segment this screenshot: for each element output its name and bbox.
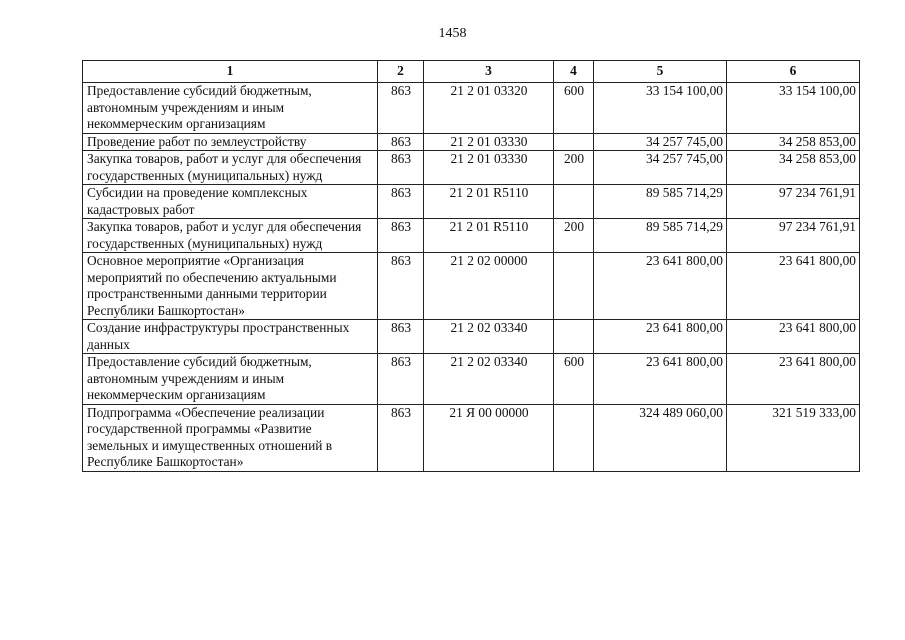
row-name: Предоставление субсидий бюджетным, автономным учреждениям и иным некоммерческим организациям bbox=[83, 83, 378, 134]
row-expense-type: 200 bbox=[554, 151, 594, 185]
row-ministry-code: 863 bbox=[378, 185, 424, 219]
row-expense-type bbox=[554, 253, 594, 320]
row-expense-type bbox=[554, 133, 594, 151]
row-sum-col6: 23 641 800,00 bbox=[727, 354, 860, 405]
table-row bbox=[83, 404, 860, 471]
row-name: Субсидии на проведение комплексных кадастровых работ bbox=[83, 185, 378, 219]
row-expense-type: 600 bbox=[554, 354, 594, 405]
table-row bbox=[83, 253, 860, 320]
row-sum-col6: 34 258 853,00 bbox=[727, 133, 860, 151]
table-row bbox=[83, 83, 860, 134]
row-expense-type bbox=[554, 185, 594, 219]
header-col-6: 6 bbox=[727, 61, 860, 83]
row-expense-type: 600 bbox=[554, 83, 594, 134]
row-name: Закупка товаров, работ и услуг для обеспечения государственных (муниципальных) нужд bbox=[83, 219, 378, 253]
row-target-code: 21 2 02 03340 bbox=[424, 354, 554, 405]
row-name: Закупка товаров, работ и услуг для обеспечения государственных (муниципальных) нужд bbox=[83, 151, 378, 185]
row-target-code: 21 2 01 R5110 bbox=[424, 185, 554, 219]
header-col-2: 2 bbox=[378, 61, 424, 83]
row-ministry-code: 863 bbox=[378, 133, 424, 151]
header-col-1: 1 bbox=[83, 61, 378, 83]
row-sum-col6: 34 258 853,00 bbox=[727, 151, 860, 185]
row-ministry-code: 863 bbox=[378, 219, 424, 253]
row-sum-col5: 324 489 060,00 bbox=[594, 404, 727, 471]
row-sum-col5: 89 585 714,29 bbox=[594, 219, 727, 253]
table-row bbox=[83, 133, 860, 151]
row-expense-type: 200 bbox=[554, 219, 594, 253]
row-target-code: 21 2 02 03340 bbox=[424, 320, 554, 354]
table-row bbox=[83, 151, 860, 185]
row-expense-type bbox=[554, 320, 594, 354]
row-sum-col5: 23 641 800,00 bbox=[594, 320, 727, 354]
row-ministry-code: 863 bbox=[378, 253, 424, 320]
row-sum-col6: 97 234 761,91 bbox=[727, 185, 860, 219]
row-expense-type bbox=[554, 404, 594, 471]
row-target-code: 21 2 01 R5110 bbox=[424, 219, 554, 253]
row-name: Создание инфраструктуры пространственных данных bbox=[83, 320, 378, 354]
header-col-3: 3 bbox=[424, 61, 554, 83]
row-target-code: 21 2 02 00000 bbox=[424, 253, 554, 320]
table-row bbox=[83, 219, 860, 253]
row-ministry-code: 863 bbox=[378, 151, 424, 185]
row-target-code: 21 2 01 03330 bbox=[424, 151, 554, 185]
header-col-4: 4 bbox=[554, 61, 594, 83]
row-sum-col5: 89 585 714,29 bbox=[594, 185, 727, 219]
row-ministry-code: 863 bbox=[378, 320, 424, 354]
row-sum-col6: 23 641 800,00 bbox=[727, 320, 860, 354]
row-name: Предоставление субсидий бюджетным, автономным учреждениям и иным некоммерческим организациям bbox=[83, 354, 378, 405]
budget-table bbox=[82, 60, 860, 472]
row-sum-col5: 34 257 745,00 bbox=[594, 133, 727, 151]
row-name: Проведение работ по землеустройству bbox=[83, 133, 378, 151]
row-sum-col5: 34 257 745,00 bbox=[594, 151, 727, 185]
row-sum-col5: 33 154 100,00 bbox=[594, 83, 727, 134]
row-target-code: 21 2 01 03320 bbox=[424, 83, 554, 134]
table-header-row bbox=[83, 61, 860, 83]
row-target-code: 21 2 01 03330 bbox=[424, 133, 554, 151]
row-ministry-code: 863 bbox=[378, 354, 424, 405]
row-sum-col6: 97 234 761,91 bbox=[727, 219, 860, 253]
row-ministry-code: 863 bbox=[378, 83, 424, 134]
row-name: Основное мероприятие «Организация мероприятий по обеспечению актуальными пространственными данными территории Республики Башкортостан» bbox=[83, 253, 378, 320]
row-sum-col5: 23 641 800,00 bbox=[594, 354, 727, 405]
table-row bbox=[83, 320, 860, 354]
row-name: Подпрограмма «Обеспечение реализации государственной программы «Развитие земельных и имущественных отношений в Республике Башкортостан» bbox=[83, 404, 378, 471]
row-target-code: 21 Я 00 00000 bbox=[424, 404, 554, 471]
table-row bbox=[83, 185, 860, 219]
row-sum-col5: 23 641 800,00 bbox=[594, 253, 727, 320]
header-col-5: 5 bbox=[594, 61, 727, 83]
page-number: 1458 bbox=[438, 26, 467, 41]
row-ministry-code: 863 bbox=[378, 404, 424, 471]
table-row bbox=[83, 354, 860, 405]
row-sum-col6: 23 641 800,00 bbox=[727, 253, 860, 320]
row-sum-col6: 321 519 333,00 bbox=[727, 404, 860, 471]
row-sum-col6: 33 154 100,00 bbox=[727, 83, 860, 134]
